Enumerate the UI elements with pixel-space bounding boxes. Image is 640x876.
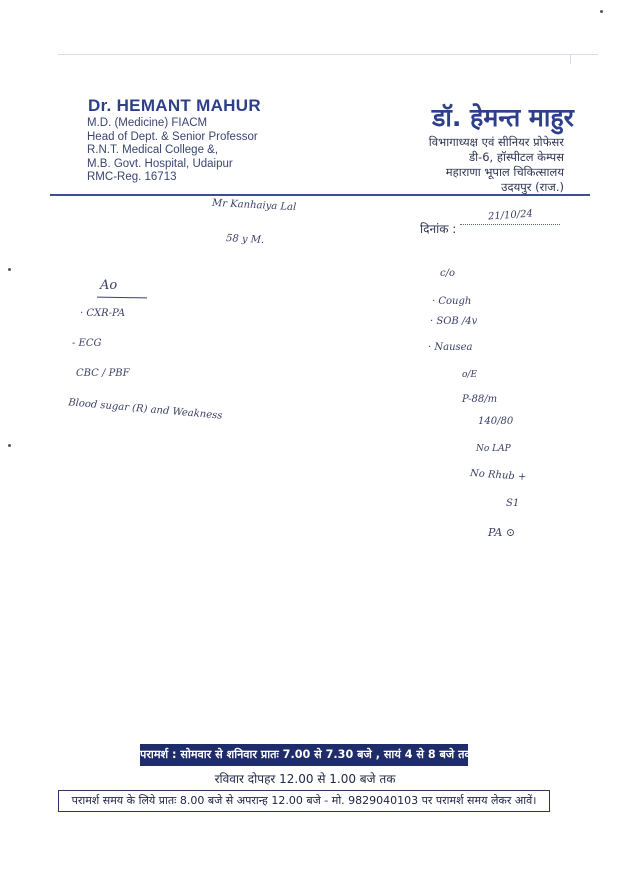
address-line1-hindi: डी-6, हॉस्पीटल केम्पस (468, 150, 564, 164)
top-scan-tick (570, 54, 571, 64)
city-hindi: उदयपुर (राज.) (501, 180, 564, 194)
handwritten-rx-symbol: Ao (100, 278, 118, 293)
college: R.N.T. Medical College &, (87, 144, 219, 157)
handwritten-finding: PA ⊙ (488, 526, 516, 539)
handwritten-finding: P-88/m (462, 394, 498, 405)
hospital: M.B. Govt. Hospital, Udaipur (87, 157, 233, 170)
handwritten-date: 21/10/24 (487, 208, 534, 223)
address-line2-hindi: महाराणा भूपाल चिकित्सालय (445, 165, 564, 179)
doctor-details-english (87, 117, 258, 185)
registration-number: RMC-Reg. 16713 (87, 171, 177, 184)
date-label: दिनांक : (420, 222, 457, 236)
handwritten-finding: · SOB /4v (430, 316, 478, 327)
handwritten-finding: 140/80 (478, 416, 514, 427)
handwritten-finding: No LAP (476, 444, 511, 454)
designation: Head of Dept. & Senior Professor (87, 130, 258, 143)
scan-speck (600, 10, 603, 13)
handwritten-finding: No Rhub + (469, 468, 527, 483)
doctor-name-hindi: डॉ. हेमन्त माहुर (432, 103, 574, 132)
doctor-name-english: Dr. HEMANT MAHUR (88, 96, 261, 115)
handwritten-finding: S1 (506, 498, 520, 509)
handwritten-finding: · Nausea (428, 342, 473, 353)
designation-hindi: विभागाध्यक्ष एवं सीनियर प्रोफेसर (428, 135, 564, 149)
rx-underline (97, 297, 147, 299)
scan-speck (8, 444, 11, 447)
handwritten-age-sex: 58 y M. (225, 233, 265, 246)
handwritten-finding: c/o (440, 268, 455, 279)
handwritten-finding: o/E (462, 370, 478, 380)
handwritten-investigation: · CXR-PA (80, 308, 126, 319)
handwritten-investigation: CBC / PBF (76, 368, 130, 379)
scan-speck (8, 268, 11, 271)
header-divider (50, 194, 590, 196)
appointment-notice: परामर्श समय के लिये प्रातः 8.00 बजे से अपरान्ह 12.00 बजे - मो. 9829040103 पर परामर्श समय लेकर आवें। (58, 790, 550, 812)
date-dotted-line (460, 224, 560, 225)
sunday-hours: रविवार दोपहर 12.00 से 1.00 बजे तक (214, 772, 396, 786)
top-scan-line (58, 54, 598, 55)
doctor-details-hindi (429, 135, 564, 195)
handwritten-investigation: - ECG (72, 338, 102, 349)
handwritten-investigation: Blood sugar (R) and Weakness (67, 397, 223, 422)
handwritten-finding: · Cough (432, 296, 472, 307)
qualifications: M.D. (Medicine) FIACM (87, 117, 208, 129)
handwritten-patient-name: Mr Kanhaiya Lal (211, 197, 297, 214)
consultation-hours-banner: परामर्श : सोमवार से शनिवार प्रातः 7.00 से 7.30 बजे , सायं 4 से 8 बजे तक (140, 744, 468, 766)
